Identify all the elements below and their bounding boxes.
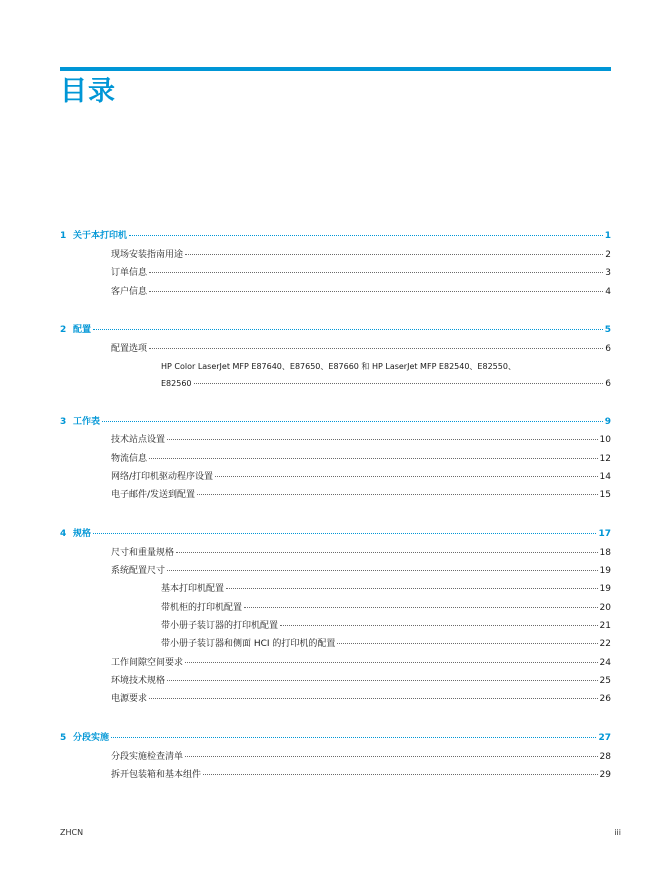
toc-leader xyxy=(149,458,598,459)
toc-section-title: 配置选项 xyxy=(111,344,148,354)
toc-section[interactable] xyxy=(111,693,611,705)
toc-chapter-number: 5 xyxy=(60,733,67,743)
toc-leader xyxy=(194,383,604,384)
toc-section[interactable] xyxy=(111,547,611,559)
toc-chapter-number: 3 xyxy=(60,417,67,427)
toc-chapter-5[interactable] xyxy=(60,732,611,744)
toc-section[interactable] xyxy=(111,769,611,781)
toc-chapter-4[interactable] xyxy=(60,528,611,540)
toc-page-number: 27 xyxy=(598,733,611,743)
toc-chapter-3[interactable] xyxy=(60,416,611,428)
toc-page-number: 3 xyxy=(605,268,611,278)
toc-chapter-title: 工作表 xyxy=(73,417,101,427)
toc-section-title: 环境技术规格 xyxy=(111,676,166,686)
toc-leader xyxy=(93,329,603,330)
toc-section[interactable] xyxy=(111,471,611,483)
toc-leader xyxy=(167,570,598,571)
toc-chapter-number: 1 xyxy=(60,231,67,241)
toc-section-title: 系统配置尺寸 xyxy=(111,566,166,576)
toc-chapter-title: 关于本打印机 xyxy=(73,231,128,241)
toc-subsection-title: HP Color LaserJet MFP E87640、E87650、E87660 和 HP LaserJet MFP E82540、E82550、 xyxy=(161,362,516,371)
toc-leader xyxy=(203,774,598,775)
toc-page-number: 22 xyxy=(599,639,611,649)
footer-page-number: iii xyxy=(614,828,621,837)
toc-subsection-title: 带小册子装订器和侧面 HCI 的打印机的配置 xyxy=(161,639,336,649)
toc-leader xyxy=(149,272,603,273)
toc-leader xyxy=(226,588,598,589)
toc-page-number: 18 xyxy=(599,548,611,558)
toc-section[interactable] xyxy=(111,249,611,261)
toc-subsection-title: E82560 xyxy=(161,379,192,388)
toc-leader xyxy=(149,348,603,349)
toc-section[interactable] xyxy=(111,267,611,279)
toc-page-number: 21 xyxy=(599,621,611,631)
toc-section[interactable] xyxy=(111,453,611,465)
toc-section-title: 现场安装指南用途 xyxy=(111,250,184,260)
toc-subsection[interactable] xyxy=(161,602,611,614)
toc-section[interactable] xyxy=(111,657,611,669)
toc-page-number: 19 xyxy=(599,584,611,594)
toc-page-number: 26 xyxy=(599,694,611,704)
toc-leader xyxy=(244,607,598,608)
toc-page-number: 19 xyxy=(599,566,611,576)
toc-page-number: 29 xyxy=(599,770,611,780)
toc-leader xyxy=(215,476,598,477)
toc-page-number: 12 xyxy=(599,454,611,464)
toc-leader xyxy=(197,494,598,495)
toc-section-title: 尺寸和重量规格 xyxy=(111,548,175,558)
toc-subsection-line1[interactable] xyxy=(161,361,611,373)
toc-section-title: 电子邮件/发送到配置 xyxy=(111,490,196,500)
toc-subsection[interactable] xyxy=(161,638,611,650)
toc-section[interactable] xyxy=(111,286,611,298)
toc-page-number: 15 xyxy=(599,490,611,500)
toc-section-title: 订单信息 xyxy=(111,268,148,278)
toc-page-number: 25 xyxy=(599,676,611,686)
toc-leader xyxy=(167,680,598,681)
toc-section[interactable] xyxy=(111,489,611,501)
toc-leader xyxy=(111,737,596,738)
toc-page-number: 4 xyxy=(605,287,611,297)
toc-section[interactable] xyxy=(111,751,611,763)
toc-page-number: 20 xyxy=(599,603,611,613)
toc-page-number: 6 xyxy=(605,344,611,354)
toc-leader xyxy=(185,662,598,663)
toc-subsection[interactable] xyxy=(161,583,611,595)
toc-chapter-1[interactable] xyxy=(60,230,611,242)
toc-leader xyxy=(185,756,598,757)
toc-leader xyxy=(280,625,598,626)
toc-page-number: 5 xyxy=(604,325,611,335)
toc-section-title: 拆开包装箱和基本组件 xyxy=(111,770,202,780)
toc-leader xyxy=(176,552,598,553)
toc-page-number: 14 xyxy=(599,472,611,482)
page-title: 目录 xyxy=(60,76,116,107)
toc-page-number: 1 xyxy=(604,231,611,241)
toc-leader xyxy=(185,254,603,255)
toc-section-title: 物流信息 xyxy=(111,454,148,464)
toc-page-number: 6 xyxy=(605,379,611,389)
toc-leader xyxy=(337,643,597,644)
toc-page-number: 17 xyxy=(598,529,611,539)
toc-section-title: 客户信息 xyxy=(111,287,148,297)
toc-page-number: 2 xyxy=(605,250,611,260)
toc-subsection[interactable] xyxy=(161,378,611,390)
toc-leader xyxy=(129,235,603,236)
toc-section[interactable] xyxy=(111,343,611,355)
toc-page-number: 28 xyxy=(599,752,611,762)
toc-subsection[interactable] xyxy=(161,620,611,632)
toc-leader xyxy=(167,439,598,440)
toc-section[interactable] xyxy=(111,434,611,446)
toc-chapter-2[interactable] xyxy=(60,324,611,336)
toc-leader xyxy=(149,291,603,292)
toc-page-number: 9 xyxy=(604,417,611,427)
toc-section-title: 工作间隙空间要求 xyxy=(111,658,184,668)
toc-page-number: 10 xyxy=(599,435,611,445)
toc-page-number: 24 xyxy=(599,658,611,668)
toc-section-title: 网络/打印机驱动程序设置 xyxy=(111,472,214,482)
toc-subsection-title: 带机柜的打印机配置 xyxy=(161,603,243,613)
toc-chapter-title: 规格 xyxy=(73,529,92,539)
toc-section[interactable] xyxy=(111,675,611,687)
footer-locale: ZHCN xyxy=(60,828,84,837)
toc-leader xyxy=(102,421,603,422)
toc-leader xyxy=(149,698,598,699)
toc-chapter-title: 分段实施 xyxy=(73,733,110,743)
toc-chapter-title: 配置 xyxy=(73,325,92,335)
toc-subsection-title: 带小册子装订器的打印机配置 xyxy=(161,621,279,631)
toc-leader xyxy=(93,533,596,534)
toc-chapter-number: 2 xyxy=(60,325,67,335)
toc-subsection-title: 基本打印机配置 xyxy=(161,584,225,594)
toc-section-title: 电源要求 xyxy=(111,694,148,704)
toc-section-title: 技术站点设置 xyxy=(111,435,166,445)
toc-section[interactable] xyxy=(111,565,611,577)
toc-section-title: 分段实施检查清单 xyxy=(111,752,184,762)
toc-chapter-number: 4 xyxy=(60,529,67,539)
